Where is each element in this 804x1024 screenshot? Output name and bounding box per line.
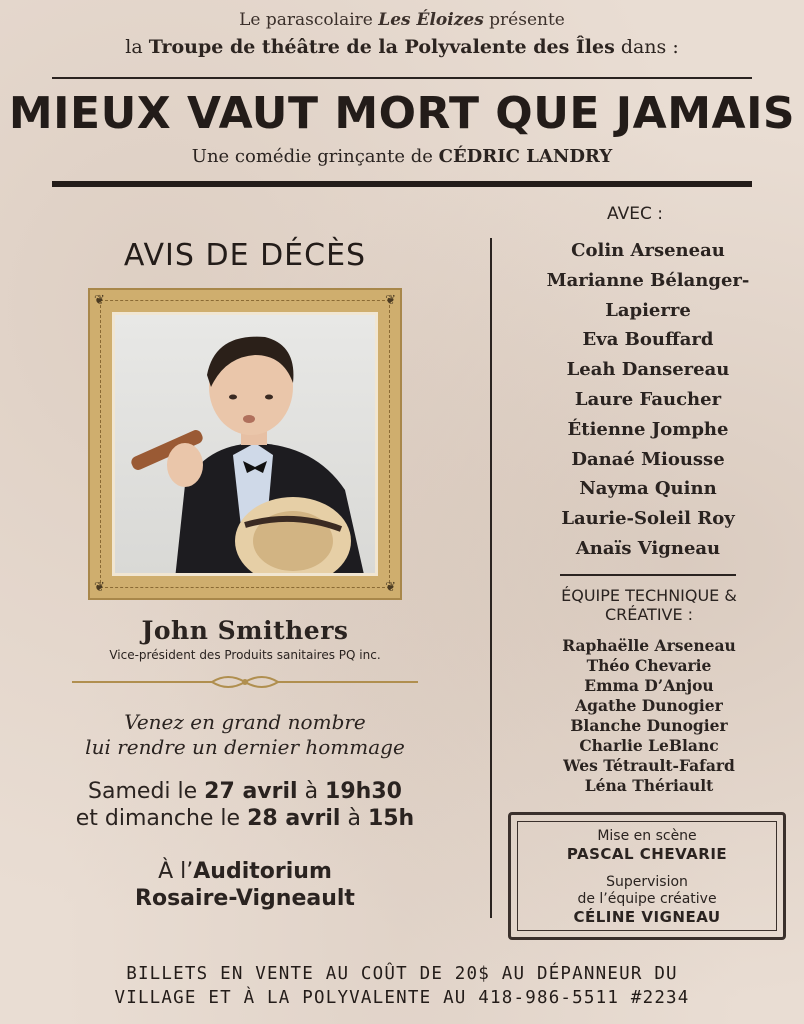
crew-list — [532, 636, 766, 796]
intro-2-troupe: Troupe de théâtre de la Polyvalente des Îles — [148, 36, 615, 58]
column-divider — [490, 238, 492, 918]
date-1-mid: à — [297, 779, 326, 804]
play-title: MIEUX VAUT MORT QUE JAMAIS — [8, 88, 796, 139]
list-item: Colin Arseneau — [571, 240, 725, 261]
list-item: Wes Tétrault-Fafard — [563, 756, 735, 775]
crew-heading — [532, 586, 766, 624]
list-item: Laure Faucher — [574, 388, 722, 410]
ornament-divider-icon — [72, 672, 418, 692]
intro-1-club: Les Éloizes — [378, 10, 484, 30]
intro-1-pre: Le parascolaire — [239, 10, 379, 30]
frame-corner-flourish-icon: ❦ — [94, 293, 105, 308]
supervision-label-2: de l’équipe créative — [577, 891, 717, 907]
intro-1-post: présente — [483, 10, 565, 30]
show-date-1 — [40, 778, 450, 805]
list-item: Lapierre — [605, 299, 691, 321]
title-rule — [52, 181, 752, 187]
list-item: Léna Thériault — [584, 776, 714, 795]
date-1-time: 19h30 — [325, 779, 402, 804]
list-item: Étienne Jomphe — [567, 418, 729, 440]
frame-corner-flourish-icon: ❦ — [385, 580, 396, 595]
staging-label: Mise en scène — [597, 828, 697, 844]
list-item: Nayma Quinn — [579, 478, 717, 500]
venue-line-1 — [50, 858, 440, 885]
credits-box-inner — [517, 821, 777, 931]
deceased-role: Vice-président des Produits sanitaires PQ inc. — [109, 648, 381, 662]
cast-crew-rule — [560, 574, 736, 576]
cast-list — [520, 236, 776, 564]
venue — [50, 858, 440, 912]
frame-corner-flourish-icon: ❦ — [94, 580, 105, 595]
date-2-pre: et dimanche le — [75, 806, 248, 831]
subtitle-author: CÉDRIC LANDRY — [438, 146, 613, 167]
date-1-pre: Samedi le — [88, 779, 205, 804]
list-item: Laurie-Soleil Roy — [561, 508, 735, 530]
intro-line-2 — [0, 36, 804, 58]
intro-2-pre: la — [125, 36, 149, 58]
obituary-heading: AVIS DE DÉCÈS — [123, 238, 367, 273]
list-item: Agathe Dunogier — [575, 696, 723, 715]
list-item: Leah Dansereau — [566, 359, 730, 381]
ticket-info-line-2: VILLAGE ET À LA POLYVALENTE AU 418-986-5511 #2234 — [114, 988, 690, 1008]
list-item: Charlie LeBlanc — [579, 736, 719, 755]
crew-heading-line-1: ÉQUIPE TECHNIQUE & — [561, 586, 737, 605]
top-rule — [52, 77, 752, 79]
invitation-line-1: Venez en grand nombre — [124, 710, 366, 734]
list-item: Marianne Bélanger- — [546, 269, 750, 291]
play-subtitle — [0, 146, 804, 167]
list-item: Blanche Dunogier — [570, 716, 728, 735]
venue-name-1: Auditorium — [193, 859, 332, 884]
list-item: Emma D’Anjou — [584, 676, 714, 695]
date-2-time: 15h — [367, 806, 415, 831]
date-2-mid: à — [340, 806, 368, 831]
credits-box — [508, 812, 786, 940]
ticket-info-line-1: BILLETS EN VENTE AU COÛT DE 20$ AU DÉPANNEUR DU — [126, 964, 678, 984]
supervision-label-1: Supervision — [606, 874, 688, 890]
date-2-day: 28 avril — [247, 806, 341, 831]
venue-line-2 — [50, 885, 440, 912]
ticket-info — [0, 962, 804, 1010]
portrait-illustration — [115, 315, 378, 576]
venue-pre: À l’ — [158, 859, 194, 884]
list-item: Anaïs Vigneau — [575, 537, 721, 559]
date-1-day: 27 avril — [204, 779, 298, 804]
show-dates — [40, 778, 450, 832]
show-date-2 — [40, 805, 450, 832]
intro-2-post: dans : — [614, 36, 679, 58]
staging-name: PASCAL CHEVARIE — [566, 845, 728, 863]
portrait-frame — [88, 288, 402, 600]
list-item: Eva Bouffard — [582, 329, 714, 351]
frame-corner-flourish-icon: ❦ — [385, 293, 396, 308]
subtitle-text: Une comédie grinçante de — [191, 146, 439, 167]
list-item: Théo Chevarie — [586, 656, 712, 675]
cast-heading: AVEC : — [607, 204, 663, 224]
invitation-line-2: lui rendre un dernier hommage — [85, 735, 405, 759]
invitation-text — [50, 710, 440, 760]
crew-heading-line-2: CRÉATIVE : — [604, 605, 694, 624]
venue-name-2: Rosaire-Vigneault — [135, 886, 355, 911]
intro-line-1 — [0, 10, 804, 30]
list-item: Raphaëlle Arseneau — [562, 636, 736, 655]
deceased-name: John Smithers — [141, 616, 349, 645]
list-item: Danaé Miousse — [571, 448, 725, 470]
supervision-name: CÉLINE VIGNEAU — [573, 908, 721, 926]
portrait-photo — [112, 312, 378, 576]
